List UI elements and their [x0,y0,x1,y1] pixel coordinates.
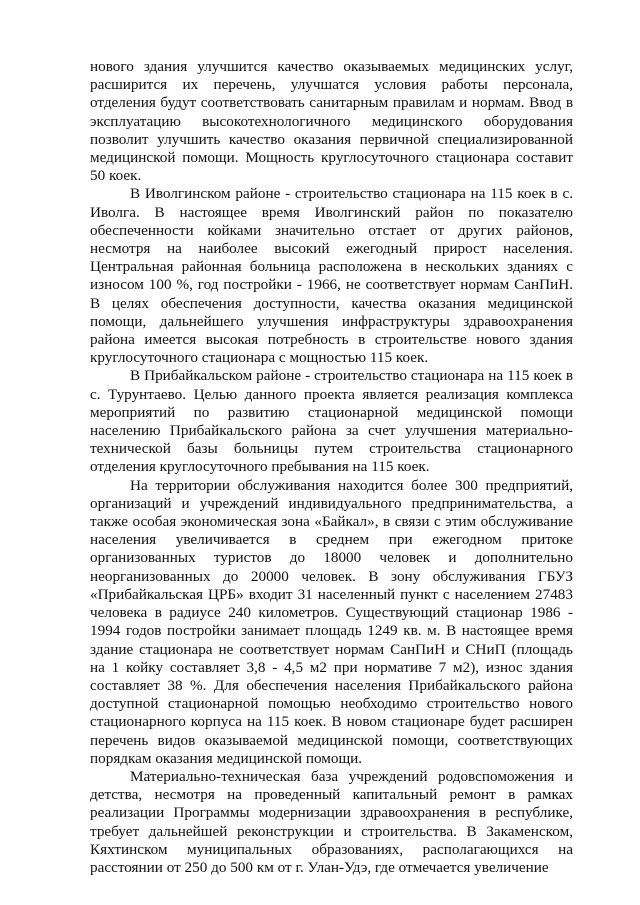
paragraph-continuation: нового здания улучшится качество оказываемых медицинских услуг, расширится их перечень, улучшатся условия работы персонала, отделения будут соответствовать санитарным правилам и нормам. Ввод в эксплуатацию высокотехнологичного медицинского оборудования позволит улучшить качество оказания первичной специализированной медицинской помощи. Мощность круглосуточного стационара составит 50 коек. [90,58,573,185]
paragraph-maternity-facilities: Материально-техническая база учреждений родовспоможения и детства, несмотря на проведенный капитальный ремонт в рамках реализации Программы модернизации здравоохранения в республике, требует дальнейшей реконструкции и строительства. В Закаменском, Кяхтинском муниципальных образованиях, располагающихся на расстоянии от 250 до 500 км от г. Улан-Удэ, где отмечается увеличение [90,767,573,876]
paragraph-pribaikalsky-district: В Прибайкальском районе - строительство стационара на 115 коек в с. Турунтаево. Целью данного проекта является реализация комплекса мероприятий по развитию стационарной медицинской помощи населению Прибайкальского района за счет улучшения материально-технической базы больницы путем строительства стационарного отделения круглосуточного пребывания на 115 коек. [90,367,573,476]
paragraph-service-territory: На территории обслуживания находится более 300 предприятий, организаций и учреждений индивидуального предпринимательства, а также особая экономическая зона «Байкал», в связи с этим обслуживание населения увеличивается в среднем при ежегодном притоке организованных туристов до 18000 человек и дополнительно неорганизованных до 20000 человек. В зону обслуживания ГБУЗ «Прибайкальская ЦРБ» входит 31 населенный пункт с населением 27483 человека в радиусе 240 километров. Существующий стационар 1986 - 1994 годов постройки занимает площадь 1249 кв. м. В настоящее время здание стационара не соответствует нормам СанПиН и СНиП (площадь на 1 койку составляет 3,8 - 4,5 м2 при нормативе 7 м2), износ здания составляет 38 %. Для обеспечения населения Прибайкальского района доступной стационарной помощью необходимо строительство нового стационарного корпуса на 115 коек. В новом стационаре будет расширен перечень видов оказываемой медицинской помощи, соответствующих порядкам оказания медицинской помощи. [90,476,573,767]
document-page [90,58,573,877]
paragraph-ivolginsky-district: В Иволгинском районе - строительство стационара на 115 коек в с. Иволга. В настоящее время Иволгинский район по показателю обеспеченности койками значительно отстает от других районов, несмотря на наиболее высокий ежегодный прирост населения. Центральная районная больница расположена в нескольких зданиях с износом 100 %, год постройки - 1966, не соответствует нормам СанПиН. В целях обеспечения доступности, качества оказания медицинской помощи, дальнейшего улучшения инфраструктуры здравоохранения района имеется высокая потребность в строительстве нового здания круглосуточного стационара с мощностью 115 коек. [90,185,573,367]
